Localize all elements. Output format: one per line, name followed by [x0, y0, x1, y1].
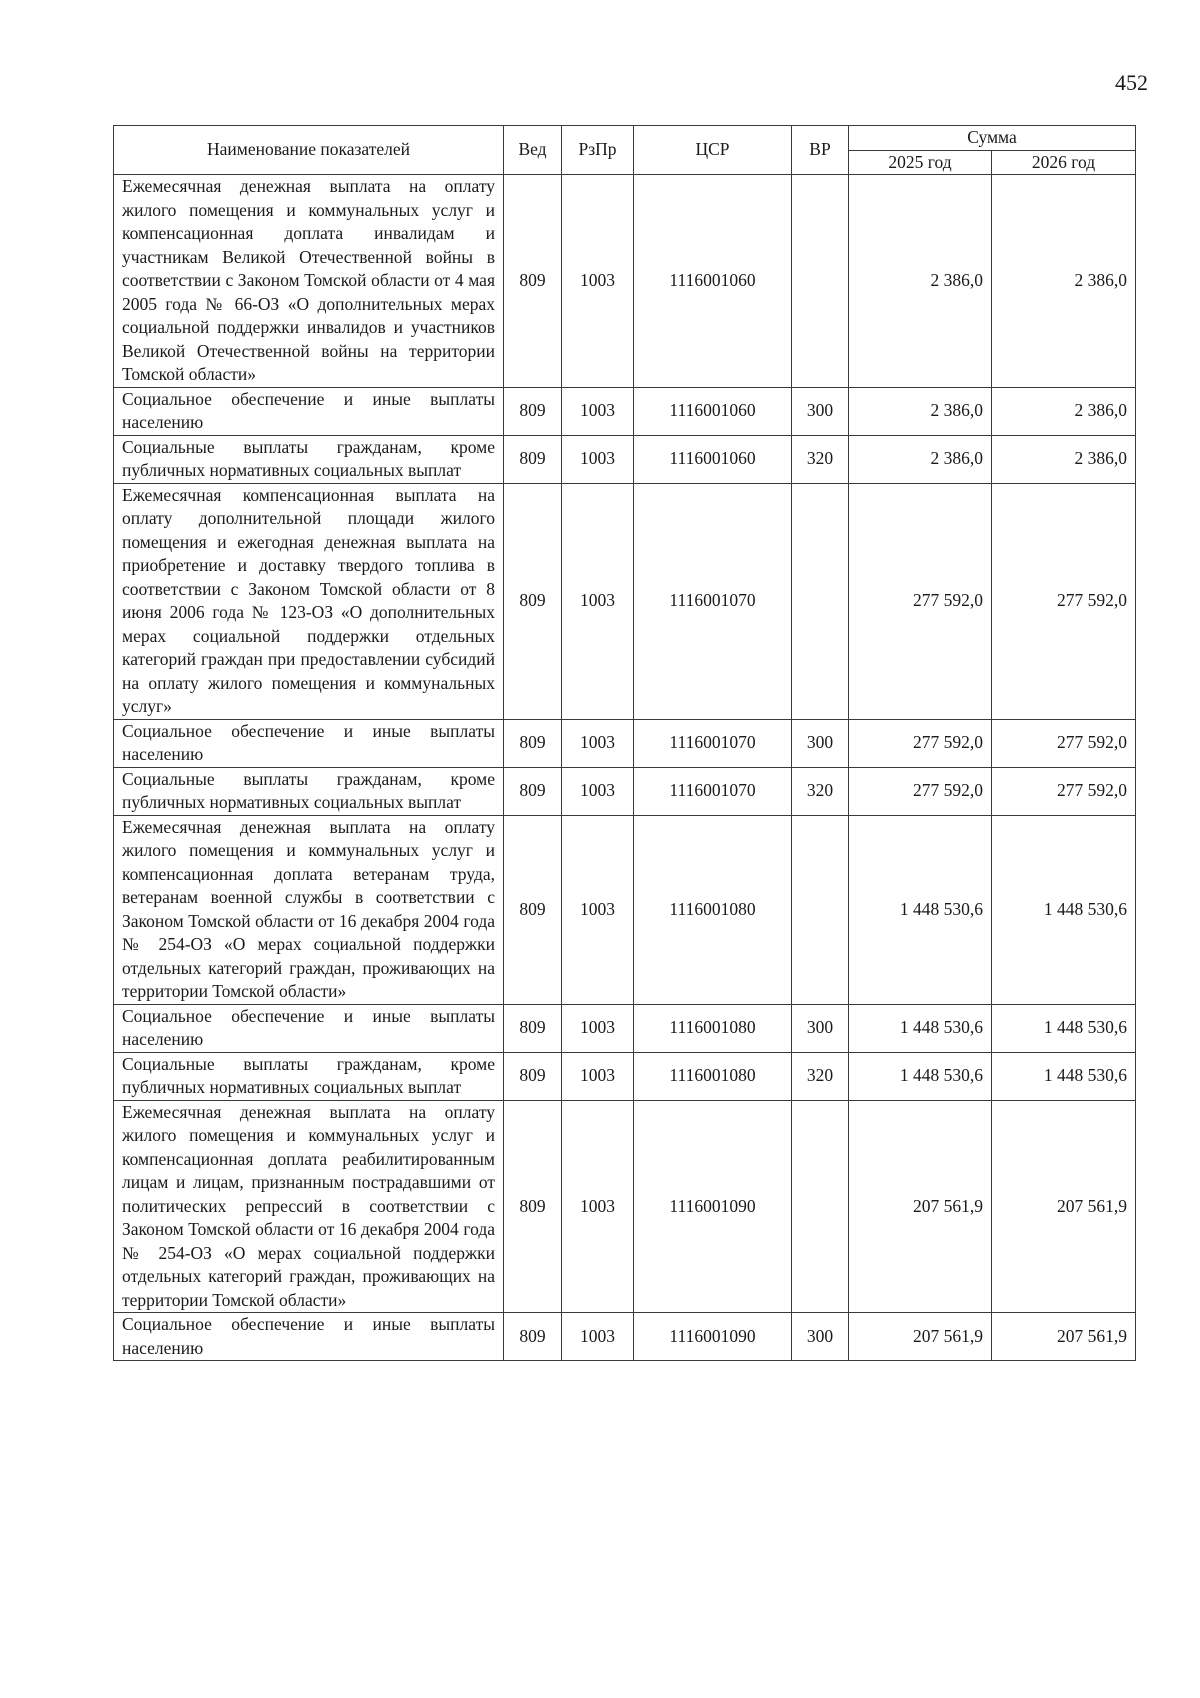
cell-2026: 1 448 530,6 [992, 1004, 1136, 1052]
cell-2026: 277 592,0 [992, 767, 1136, 815]
cell-2025: 277 592,0 [849, 719, 992, 767]
cell-vr: 300 [792, 1313, 849, 1361]
table-row [114, 767, 1136, 815]
cell-rzpr: 1003 [562, 175, 634, 388]
cell-rzpr: 1003 [562, 1052, 634, 1100]
table-row [114, 1313, 1136, 1361]
cell-ved: 809 [504, 387, 562, 435]
cell-2026: 1 448 530,6 [992, 815, 1136, 1004]
cell-vr [792, 483, 849, 719]
cell-2025: 2 386,0 [849, 435, 992, 483]
cell-2025: 277 592,0 [849, 767, 992, 815]
table-row [114, 387, 1136, 435]
cell-2026: 2 386,0 [992, 387, 1136, 435]
cell-csr: 1116001070 [634, 719, 792, 767]
cell-rzpr: 1003 [562, 435, 634, 483]
table-row [114, 815, 1136, 1004]
table-row [114, 483, 1136, 719]
table-row [114, 1052, 1136, 1100]
cell-vr: 300 [792, 719, 849, 767]
cell-csr: 1116001080 [634, 815, 792, 1004]
cell-csr: 1116001060 [634, 435, 792, 483]
budget-table [113, 125, 1136, 1361]
cell-rzpr: 1003 [562, 815, 634, 1004]
cell-ved: 809 [504, 1004, 562, 1052]
cell-2026: 2 386,0 [992, 435, 1136, 483]
cell-vr [792, 1100, 849, 1313]
cell-ved: 809 [504, 483, 562, 719]
cell-csr: 1116001060 [634, 175, 792, 388]
cell-vr: 320 [792, 767, 849, 815]
cell-2025: 2 386,0 [849, 175, 992, 388]
cell-vr [792, 175, 849, 388]
cell-csr: 1116001090 [634, 1100, 792, 1313]
table-row [114, 175, 1136, 388]
cell-ved: 809 [504, 767, 562, 815]
cell-ved: 809 [504, 1052, 562, 1100]
cell-name: Социальное обеспечение и иные выплаты населению [114, 1313, 504, 1361]
cell-name: Социальные выплаты гражданам, кроме публичных нормативных социальных выплат [114, 767, 504, 815]
cell-rzpr: 1003 [562, 1004, 634, 1052]
cell-csr: 1116001080 [634, 1052, 792, 1100]
cell-ved: 809 [504, 175, 562, 388]
cell-name: Социальное обеспечение и иные выплаты населению [114, 387, 504, 435]
cell-2026: 207 561,9 [992, 1100, 1136, 1313]
cell-2026: 1 448 530,6 [992, 1052, 1136, 1100]
cell-csr: 1116001090 [634, 1313, 792, 1361]
column-header-2025: 2025 год [849, 150, 992, 175]
cell-ved: 809 [504, 1100, 562, 1313]
cell-name: Ежемесячная денежная выплата на оплату жилого помещения и коммунальных услуг и компенсационная доплата ветеранам труда, ветеранам военной службы в соответствии с Законом Томской области от 16 декабря 2004 года № 254-ОЗ «О мерах социальной поддержки отдельных категорий граждан, проживающих на территории Томской области» [114, 815, 504, 1004]
cell-ved: 809 [504, 719, 562, 767]
cell-2025: 207 561,9 [849, 1100, 992, 1313]
cell-2026: 277 592,0 [992, 483, 1136, 719]
cell-vr: 300 [792, 387, 849, 435]
table-row [114, 1004, 1136, 1052]
cell-name: Социальное обеспечение и иные выплаты населению [114, 1004, 504, 1052]
cell-2026: 277 592,0 [992, 719, 1136, 767]
cell-ved: 809 [504, 815, 562, 1004]
column-header-ved: Вед [504, 126, 562, 175]
cell-vr [792, 815, 849, 1004]
cell-vr: 300 [792, 1004, 849, 1052]
cell-rzpr: 1003 [562, 1100, 634, 1313]
cell-name: Ежемесячная денежная выплата на оплату жилого помещения и коммунальных услуг и компенсационная доплата реабилитированным лицам и лицам, признанным пострадавшими от политических репрессий в соответствии с Законом Томской области от 16 декабря 2004 года № 254-ОЗ «О мерах социальной поддержки отдельных категорий граждан, проживающих на территории Томской области» [114, 1100, 504, 1313]
cell-name: Ежемесячная компенсационная выплата на оплату дополнительной площади жилого помещения и ежегодная денежная выплата на приобретение и доставку твердого топлива в соответствии с Законом Томской области от 8 июня 2006 года № 123-ОЗ «О дополнительных мерах социальной поддержки отдельных категорий граждан при предоставлении субсидий на оплату жилого помещения и коммунальных услуг» [114, 483, 504, 719]
table-row [114, 1100, 1136, 1313]
cell-ved: 809 [504, 435, 562, 483]
cell-rzpr: 1003 [562, 483, 634, 719]
column-header-name: Наименование показателей [114, 126, 504, 175]
cell-vr: 320 [792, 435, 849, 483]
cell-rzpr: 1003 [562, 387, 634, 435]
column-header-rzpr: РзПр [562, 126, 634, 175]
cell-csr: 1116001060 [634, 387, 792, 435]
column-header-sum: Сумма [849, 126, 1136, 151]
cell-csr: 1116001080 [634, 1004, 792, 1052]
cell-name: Социальные выплаты гражданам, кроме публичных нормативных социальных выплат [114, 1052, 504, 1100]
cell-name: Социальные выплаты гражданам, кроме публичных нормативных социальных выплат [114, 435, 504, 483]
table-body [114, 175, 1136, 1361]
column-header-vr: ВР [792, 126, 849, 175]
cell-2025: 2 386,0 [849, 387, 992, 435]
page-number: 452 [1115, 70, 1148, 95]
cell-vr: 320 [792, 1052, 849, 1100]
cell-2025: 1 448 530,6 [849, 815, 992, 1004]
cell-2025: 1 448 530,6 [849, 1052, 992, 1100]
cell-2026: 2 386,0 [992, 175, 1136, 388]
cell-rzpr: 1003 [562, 767, 634, 815]
table-row [114, 435, 1136, 483]
cell-csr: 1116001070 [634, 767, 792, 815]
cell-csr: 1116001070 [634, 483, 792, 719]
column-header-csr: ЦСР [634, 126, 792, 175]
cell-2026: 207 561,9 [992, 1313, 1136, 1361]
cell-rzpr: 1003 [562, 719, 634, 767]
cell-name: Социальное обеспечение и иные выплаты населению [114, 719, 504, 767]
cell-2025: 207 561,9 [849, 1313, 992, 1361]
cell-2025: 1 448 530,6 [849, 1004, 992, 1052]
column-header-2026: 2026 год [992, 150, 1136, 175]
cell-rzpr: 1003 [562, 1313, 634, 1361]
table-row [114, 719, 1136, 767]
cell-ved: 809 [504, 1313, 562, 1361]
cell-2025: 277 592,0 [849, 483, 992, 719]
cell-name: Ежемесячная денежная выплата на оплату жилого помещения и коммунальных услуг и компенсационная доплата инвалидам и участникам Великой Отечественной войны в соответствии с Законом Томской области от 4 мая 2005 года № 66-ОЗ «О дополнительных мерах социальной поддержки инвалидов и участников Великой Отечественной войны на территории Томской области» [114, 175, 504, 388]
